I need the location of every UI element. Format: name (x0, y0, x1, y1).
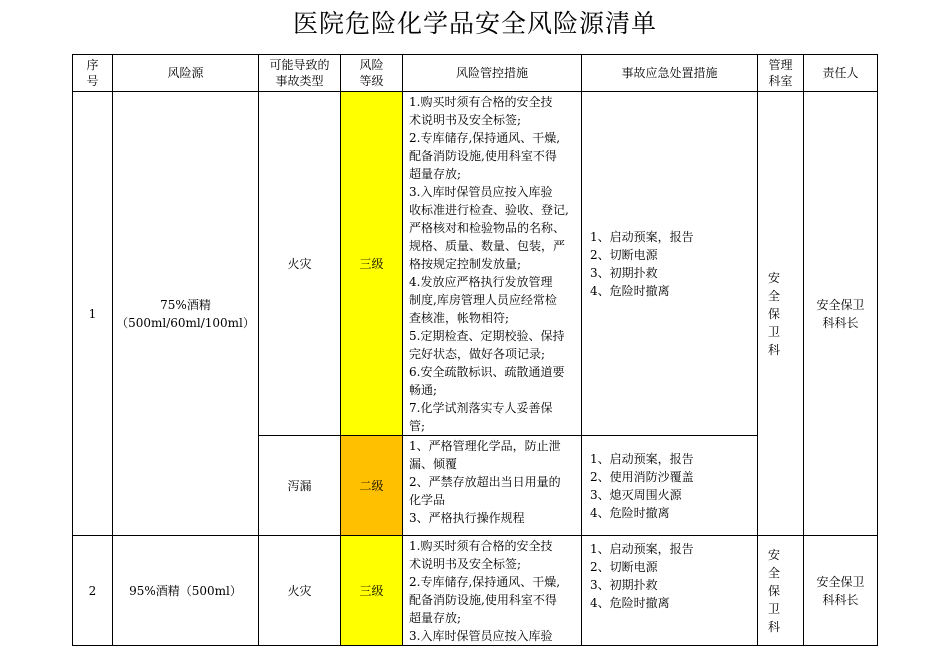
accident-type: 泻漏 (259, 436, 341, 536)
header-accident: 可能导致的 事故类型 (259, 55, 341, 92)
text-line: 3.入库时保管员应按入库验 (409, 185, 553, 199)
text-line: 3.入库时保管员应按入库验 (409, 629, 553, 643)
control-measures (403, 92, 582, 436)
text-line: 4、危险时撤离 (590, 505, 670, 520)
header-emergency: 事故应急处置措施 (582, 55, 758, 92)
text-line: 查核准，帐物相符; (409, 311, 510, 325)
text-line: 超量存放; (409, 611, 462, 625)
text-line: 1、启动预案，报告 (590, 229, 694, 244)
header-owner: 责任人 (804, 55, 878, 92)
management-dept: 安 全 保 卫 科 (758, 92, 804, 536)
text-line: 畅通; (409, 383, 438, 397)
table-row (73, 92, 878, 436)
text-line: 1.购买时须有合格的安全技 (409, 539, 553, 553)
risk-source-table (72, 54, 878, 646)
text-line: 管; (409, 419, 426, 433)
text-line: 2.专库储存,保持通风、干燥, (409, 575, 561, 589)
responsible-person: 安全保卫 科科长 (804, 92, 878, 536)
header-source: 风险源 (113, 55, 259, 92)
text-line: 3、严格执行操作规程 (409, 511, 525, 525)
risk-source: 95%酒精（500ml） (113, 536, 259, 646)
text-line: 化学品 (409, 493, 446, 507)
text-line: 3、初期扑救 (590, 265, 658, 280)
page-title: 医院危险化学品安全风险源清单 (292, 9, 657, 38)
emergency-measures (582, 92, 758, 436)
text-line: 超量存放; (409, 167, 462, 181)
text-line: 规格、质量、数量、包装，严 (409, 239, 566, 253)
text-line: 1、启动预案，报告 (590, 451, 694, 466)
header-control: 风险管控措施 (403, 55, 582, 92)
text-line: 术说明书及安全标签; (409, 113, 522, 127)
text-line: 配备消防设施,使用科室不得 (409, 149, 557, 163)
emergency-measures (582, 536, 758, 646)
text-line: 1、启动预案，报告 (590, 542, 694, 556)
text-line: 配备消防设施,使用科室不得 (409, 593, 557, 607)
control-measures (403, 436, 582, 536)
header-dept: 管理 科室 (758, 55, 804, 92)
management-dept: 安 全 保 卫 科 (758, 536, 804, 646)
text-line: 制度,库房管理人员应经常检 (409, 293, 557, 307)
text-line: 4、危险时撤离 (590, 596, 670, 610)
row-number: 1 (73, 92, 113, 536)
text-line: 1、严格管理化学品，防止泄 (409, 439, 561, 453)
text-line: 收标准进行检查、验收、登记, (409, 203, 569, 217)
accident-type: 火灾 (259, 92, 341, 436)
text-line: 4.发放应严格执行发放管理 (409, 275, 553, 289)
text-line: 2.专库储存,保持通风、干燥, (409, 131, 561, 145)
risk-level-badge: 三级 (341, 536, 403, 646)
text-line: 2、切断电源 (590, 560, 658, 574)
row-number: 2 (73, 536, 113, 646)
text-line: 1.购买时须有合格的安全技 (409, 95, 553, 109)
text-line: 5.定期检查、定期校验、保持 (409, 329, 565, 343)
accident-type: 火灾 (259, 536, 341, 646)
risk-level-badge: 二级 (341, 436, 403, 536)
text-line: 严格核对和检验物品的名称、 (409, 221, 566, 235)
text-line: 4、危险时撤离 (590, 283, 670, 298)
text-line: 术说明书及安全标签; (409, 557, 522, 571)
header-level: 风险 等级 (341, 55, 403, 92)
text-line: 2、切断电源 (590, 247, 658, 262)
text-line: 2、严禁存放超出当日用量的 (409, 475, 561, 489)
text-line: 2、使用消防沙覆盖 (590, 469, 694, 484)
text-line: 6.安全疏散标识、疏散通道要 (409, 365, 565, 379)
text-line: 7.化学试剂落实专人妥善保 (409, 401, 553, 415)
text-line: 3、熄灭周围火源 (590, 487, 682, 502)
risk-level-badge: 三级 (341, 92, 403, 436)
text-line: 漏、倾覆 (409, 457, 458, 471)
table-row (73, 536, 878, 646)
header-no: 序 号 (73, 55, 113, 92)
control-measures (403, 536, 582, 646)
header-row (73, 55, 878, 92)
risk-source: 75%酒精 （500ml/60ml/100ml） (113, 92, 259, 536)
responsible-person: 安全保卫 科科长 (804, 536, 878, 646)
emergency-measures (582, 436, 758, 536)
text-line: 完好状态，做好各项记录; (409, 347, 546, 361)
text-line: 3、初期扑救 (590, 578, 658, 592)
text-line: 格按规定控制发放量; (409, 257, 522, 271)
